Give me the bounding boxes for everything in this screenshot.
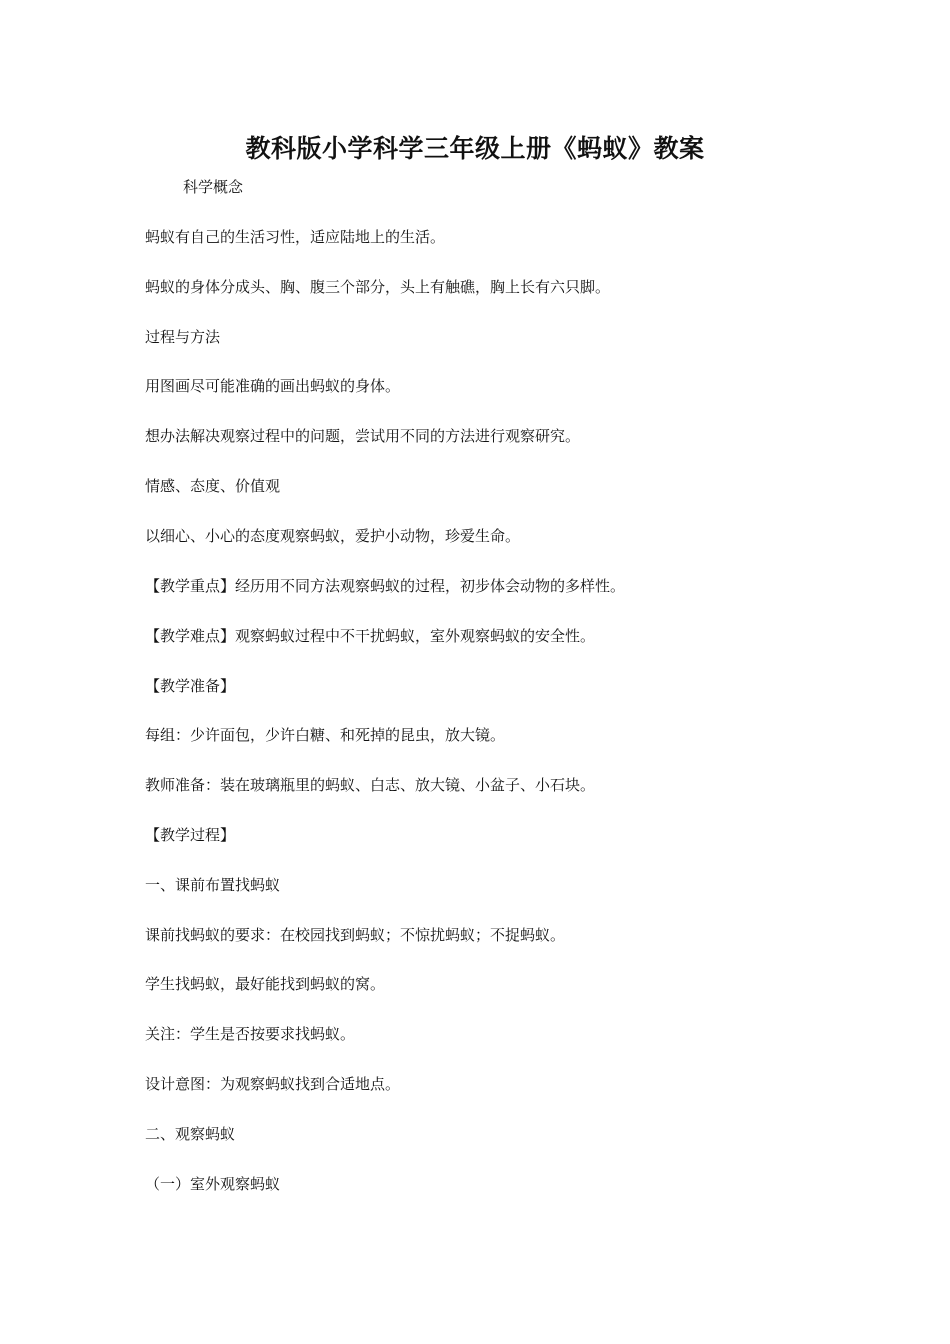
- section-heading: 科学概念: [183, 178, 244, 196]
- paragraph: 关注：学生是否按要求找蚂蚁。: [145, 1025, 356, 1043]
- paragraph: 【教学难点】观察蚂蚁过程中不干扰蚂蚁，室外观察蚂蚁的安全性。: [145, 627, 596, 645]
- section-heading: 过程与方法: [145, 328, 221, 346]
- paragraph: 【教学重点】经历用不同方法观察蚂蚁的过程，初步体会动物的多样性。: [145, 577, 626, 595]
- document-title: 教科版小学科学三年级上册《蚂蚁》教案: [245, 134, 705, 163]
- paragraph: 蚂蚁有自己的生活习性，适应陆地上的生活。: [145, 228, 446, 246]
- paragraph: 教师准备：装在玻璃瓶里的蚂蚁、白志、放大镜、小盆子、小石块。: [145, 776, 596, 794]
- section-heading: 二、观察蚂蚁: [145, 1125, 236, 1143]
- section-heading: 【教学准备】: [145, 677, 236, 695]
- paragraph: 课前找蚂蚁的要求：在校园找到蚂蚁；不惊扰蚂蚁；不捉蚂蚁。: [145, 926, 566, 944]
- section-heading: （一）室外观察蚂蚁: [145, 1175, 281, 1193]
- paragraph: 每组：少许面包，少许白糖、和死掉的昆虫，放大镜。: [145, 726, 506, 744]
- paragraph: 想办法解决观察过程中的问题，尝试用不同的方法进行观察研究。: [145, 427, 581, 445]
- paragraph: 学生找蚂蚁，最好能找到蚂蚁的窝。: [145, 975, 386, 993]
- paragraph: 用图画尽可能准确的画出蚂蚁的身体。: [145, 377, 401, 395]
- paragraph: 以细心、小心的态度观察蚂蚁，爱护小动物，珍爱生命。: [145, 527, 521, 545]
- paragraph: 蚂蚁的身体分成头、胸、腹三个部分，头上有触礁，胸上长有六只脚。: [145, 278, 611, 296]
- paragraph: 设计意图：为观察蚂蚁找到合适地点。: [145, 1075, 401, 1093]
- section-heading: 一、课前布置找蚂蚁: [145, 876, 281, 894]
- section-heading: 【教学过程】: [145, 826, 236, 844]
- section-heading: 情感、态度、价值观: [145, 477, 281, 495]
